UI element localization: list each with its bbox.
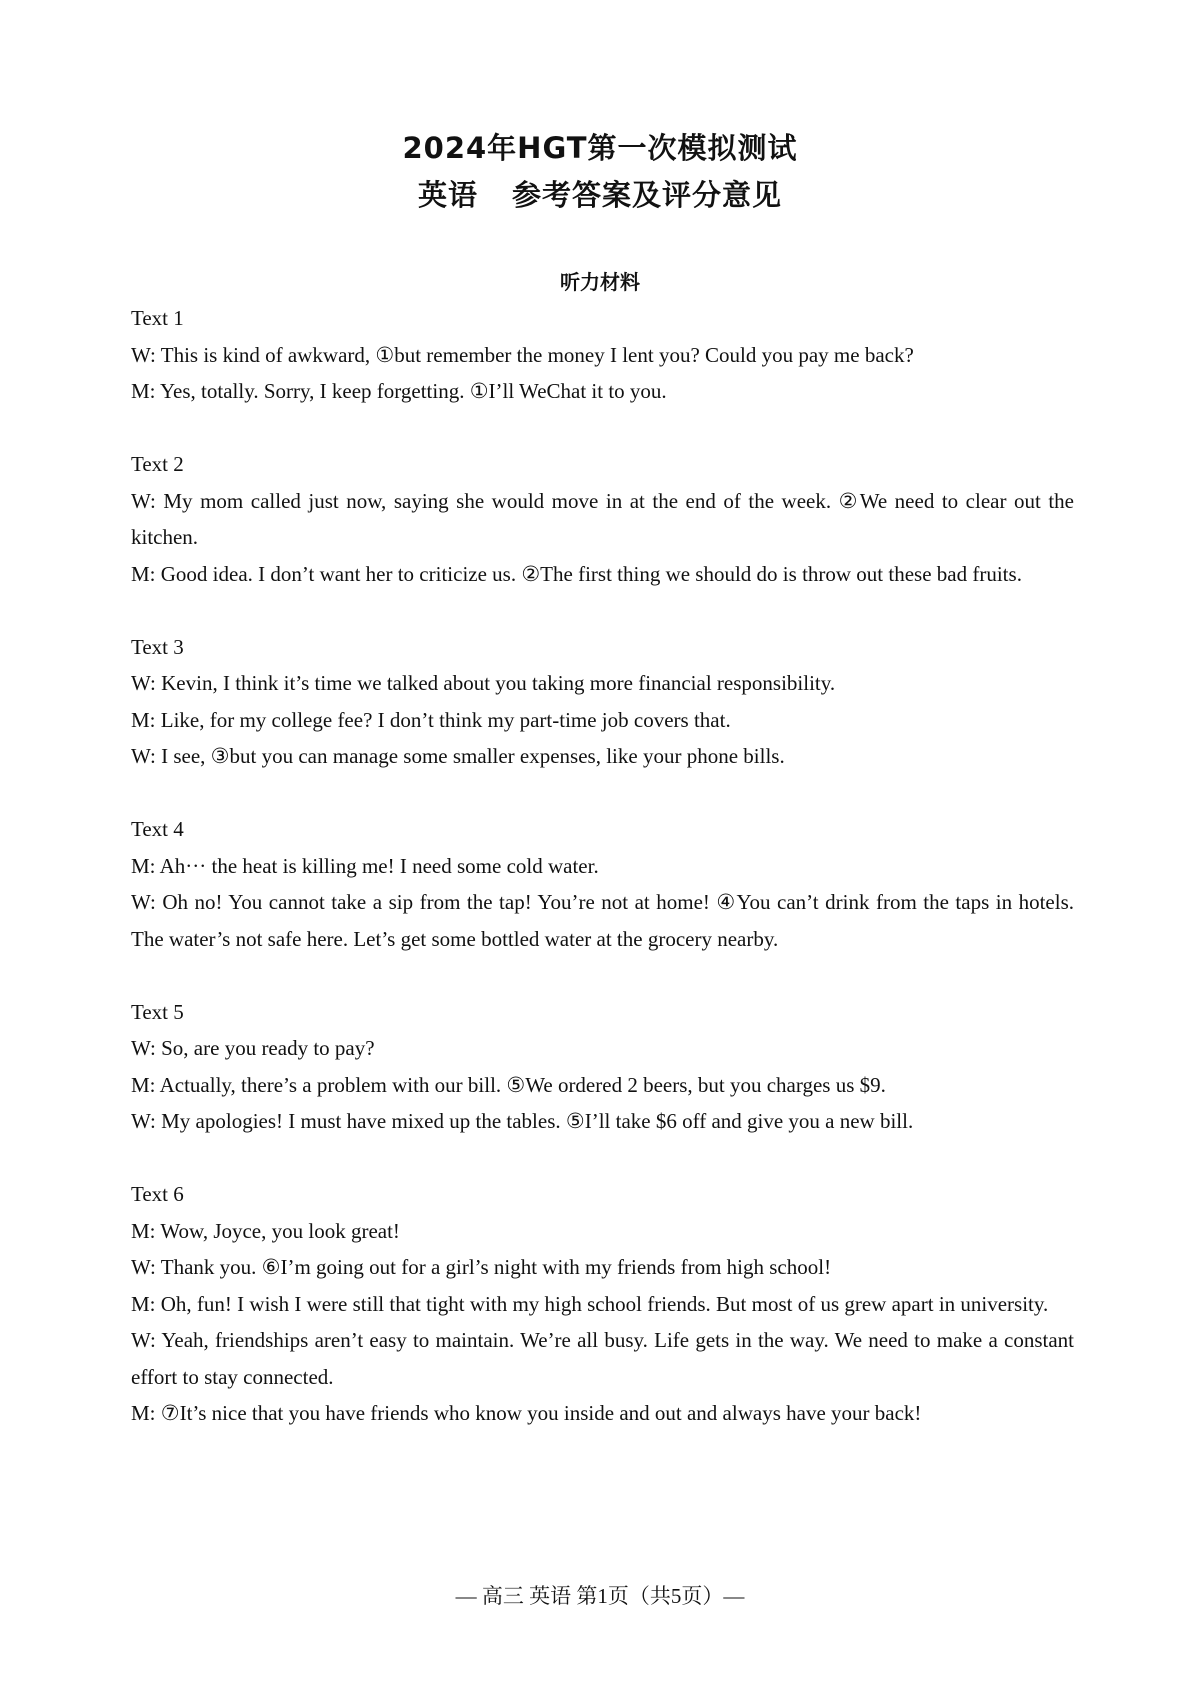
dialogue-line: W: This is kind of awkward, ①but remember the money I lent you? Could you pay me back? bbox=[131, 342, 914, 367]
dialogue-line: W: Thank you. ⑥I’m going out for a girl’s night with my friends from high school! bbox=[131, 1255, 832, 1279]
dialogue-line: M: Wow, Joyce, you look great! bbox=[131, 1218, 400, 1243]
text-label: Text 2 bbox=[131, 452, 184, 476]
dialogue-line: M: Ah··· the heat is killing me! I need some cold water. bbox=[131, 853, 599, 878]
dialogue-line: M: Good idea. I don’t want her to criticize us. ②The first thing we should do is throw out these bad fruits. bbox=[131, 561, 1022, 586]
dialogue-line: M: ⑦It’s nice that you have friends who know you inside and out and always have your back! bbox=[131, 1401, 922, 1425]
dialogue-line: M: Like, for my college fee? I don’t think my part-time job covers that. bbox=[131, 707, 731, 732]
page-footer: — 高三 英语 第1页（共5页）— bbox=[455, 1584, 745, 1608]
text-block-4 bbox=[131, 811, 1074, 957]
text-label: Text 3 bbox=[131, 634, 184, 659]
dialogue-line: W: So, are you ready to pay? bbox=[131, 1036, 375, 1060]
dialogue-line: W: My apologies! I must have mixed up the tables. ⑤I’ll take $6 off and give you a new bill. bbox=[131, 1109, 914, 1133]
listening-transcripts bbox=[131, 300, 1074, 1468]
dialogue-line: M: Yes, totally. Sorry, I keep forgetting. ①I’ll WeChat it to you. bbox=[131, 379, 667, 403]
text-block-2 bbox=[131, 446, 1074, 592]
dialogue-line: W: Kevin, I think it’s time we talked about you taking more financial responsibility. bbox=[131, 671, 836, 695]
dialogue-line: W: My mom called just now, saying she would move in at the end of the week. ②We need to clear out the kitchen. bbox=[131, 488, 1074, 549]
document-title: 2024年HGT第一次模拟测试 bbox=[402, 131, 798, 165]
section-heading: 听力材料 bbox=[560, 270, 640, 294]
text-block-5 bbox=[131, 994, 1074, 1140]
dialogue-line: W: I see, ③but you can manage some smaller expenses, like your phone bills. bbox=[131, 744, 785, 768]
text-label: Text 5 bbox=[131, 999, 184, 1024]
text-label: Text 1 bbox=[131, 306, 184, 330]
text-block-3 bbox=[131, 629, 1074, 775]
text-label: Text 4 bbox=[131, 817, 184, 841]
subject-label: 英语 bbox=[417, 178, 478, 212]
answer-key-label: 参考答案及评分意见 bbox=[512, 178, 783, 212]
dialogue-line: M: Oh, fun! I wish I were still that tight with my high school friends. But most of us grew apart in university. bbox=[131, 1291, 1049, 1316]
dialogue-line: W: Oh no! You cannot take a sip from the tap! You’re not at home! ④You can’t drink from the taps in hotels. The water’s not safe here. Let’s get some bottled water at the grocery nearby. bbox=[131, 890, 1074, 951]
text-block-6 bbox=[131, 1176, 1074, 1432]
dialogue-line: M: Actually, there’s a problem with our bill. ⑤We ordered 2 beers, but you charges us $9. bbox=[131, 1072, 886, 1097]
document-subtitle bbox=[0, 173, 1200, 214]
dialogue-line: W: Yeah, friendships aren’t easy to maintain. We’re all busy. Life gets in the way. We need to make a constant effort to stay connected. bbox=[131, 1328, 1074, 1389]
text-block-1 bbox=[131, 300, 1074, 410]
text-label: Text 6 bbox=[131, 1182, 184, 1206]
